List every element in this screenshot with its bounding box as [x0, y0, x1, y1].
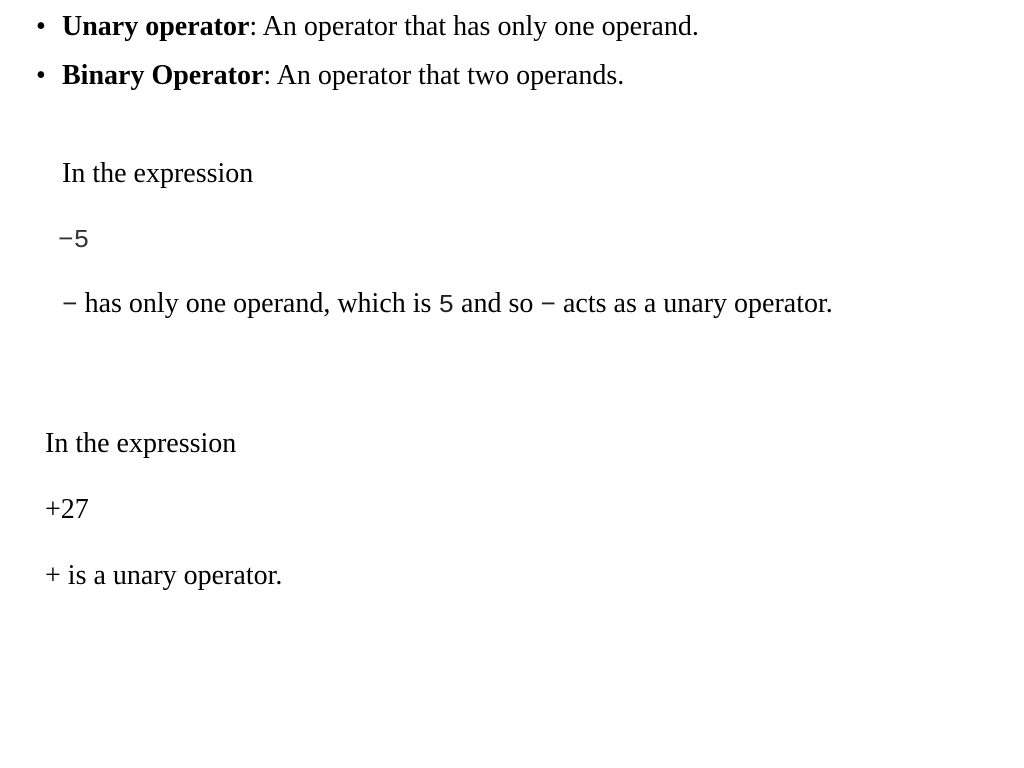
bullet-icon: • [36, 60, 46, 91]
explanation-text: and so [454, 288, 541, 319]
definition-text: : An operator that two operands. [263, 60, 625, 91]
operator-symbol: − [540, 290, 556, 320]
example-intro: In the expression [62, 158, 254, 189]
definition-text: : An operator that has only one operand. [249, 11, 699, 42]
explanation-text: acts as a unary operator. [555, 288, 833, 319]
definition-term: Unary operator [62, 11, 250, 42]
example-intro: In the expression [45, 428, 237, 459]
operand-value: 5 [438, 290, 455, 320]
operator-symbol: − [62, 290, 78, 320]
bullet-icon: • [36, 11, 46, 42]
example-explanation: + is a unary operator. [45, 560, 283, 591]
explanation-text: has only one operand, which is [77, 288, 439, 319]
definition-item-unary [36, 13, 699, 41]
definition-item-binary [36, 62, 624, 90]
example-expression: −5 [58, 225, 90, 255]
definition-term: Binary Operator [62, 60, 264, 91]
example-explanation [62, 282, 1013, 327]
example-expression: +27 [45, 494, 89, 525]
